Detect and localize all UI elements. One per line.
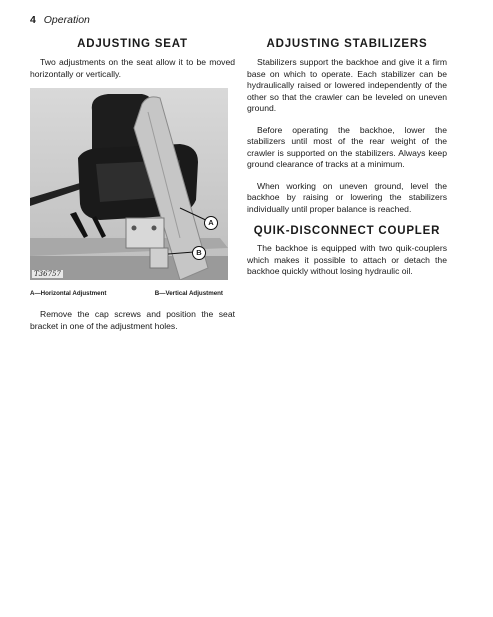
left-column [30, 38, 235, 332]
seat-instruction-text: Remove the cap screws and position the seat bracket in one of the adjustment holes. [30, 309, 235, 331]
seat-photo [30, 88, 228, 280]
callout-b: B [192, 246, 206, 260]
seat-intro-text: Two adjustments on the seat allow it to be moved horizontally or vertically. [30, 57, 235, 79]
callout-a: A [204, 216, 218, 230]
figure-caption [30, 290, 235, 297]
figure-id: T36757 [34, 270, 61, 278]
stabilizer-paragraph: Stabilizers support the backhoe and give it a firm base on which to operate. Each stabilizer can be hydraulically raised or lowered independently of the other so that the crawler can be leveled on uneven ground. [247, 57, 447, 113]
heading-quik-disconnect: QUIK-DISCONNECT COUPLER [253, 225, 441, 237]
caption-b: B—Vertical Adjustment [154, 290, 223, 297]
page-header [30, 14, 90, 26]
stabilizer-paragraph: When working on uneven ground, level the backhoe by raising or lowering the stabilizers individually until proper balance is reached. [247, 180, 447, 214]
caption-a: A—Horizontal Adjustment [30, 290, 107, 297]
page-number: 4 [30, 14, 36, 26]
coupler-text: The backhoe is equipped with two quik-couplers which makes it possible to attach or detach the backhoe quickly without losing hydraulic oil. [247, 243, 447, 276]
heading-adjusting-seat: ADJUSTING SEAT [77, 38, 188, 50]
stabilizer-paragraph: Before operating the backhoe, lower the stabilizers until most of the rear weight of the crawler is supported on the stabilizers. Always keep ground clearance of tracks at a minimum. [247, 124, 447, 169]
section-title: Operation [43, 14, 90, 26]
right-column [247, 38, 447, 288]
heading-adjusting-stabilizers: ADJUSTING STABILIZERS [266, 38, 428, 50]
